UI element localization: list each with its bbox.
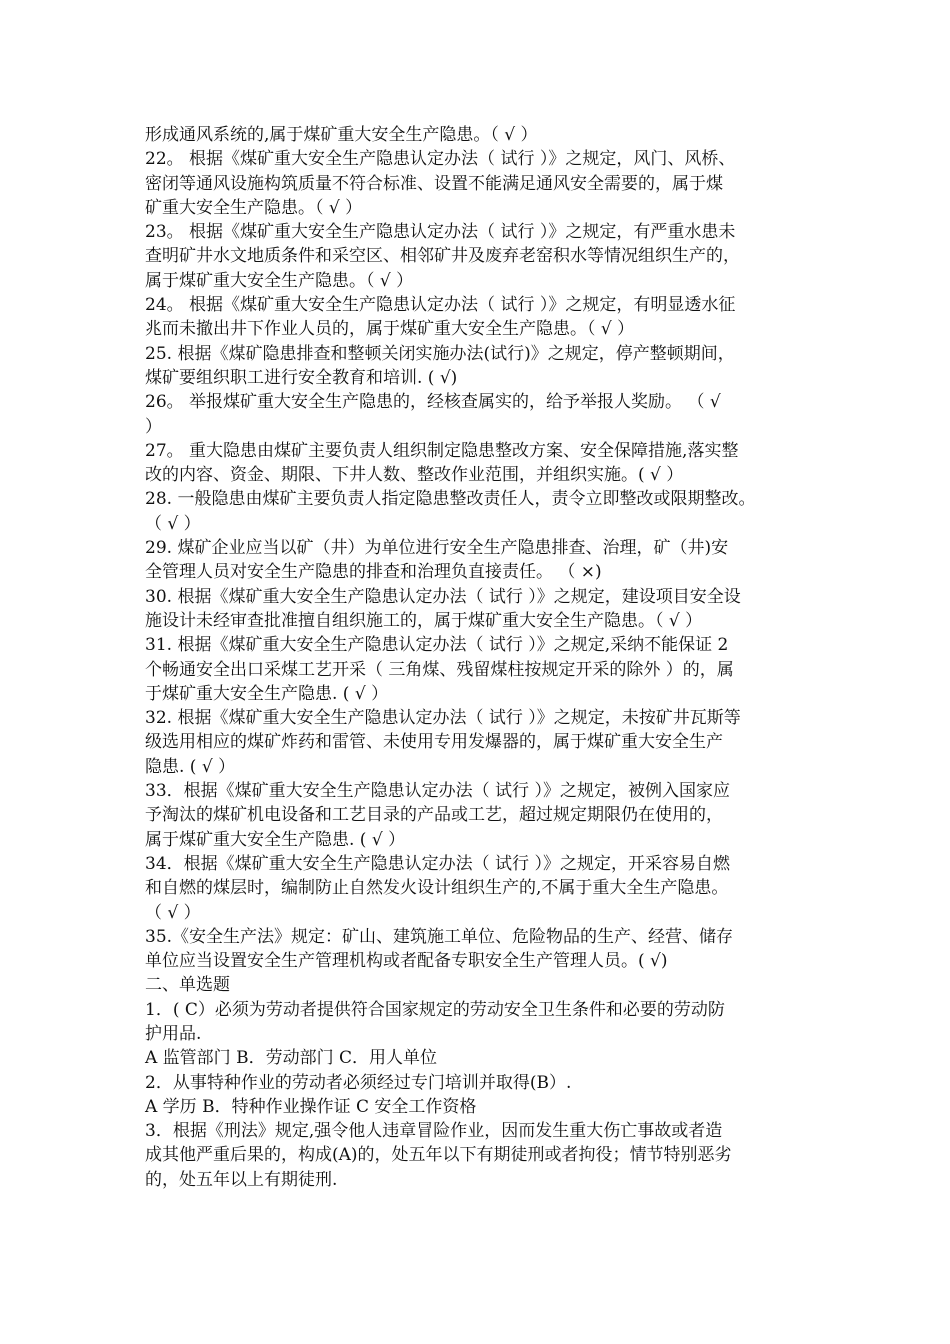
text-line: 兆而未撤出井下作业人员的，属于煤矿重大安全生产隐患。（ √ ） (145, 319, 635, 340)
text-line: ） (145, 416, 162, 437)
text-line: 33．根据《煤矿重大安全生产隐患认定办法（ 试行 ）》之规定，被例入国家应 (145, 781, 730, 802)
text-line: 2．从事特种作业的劳动者必须经过专门培训并取得(B）. (145, 1072, 572, 1093)
text-line: 个畅通安全出口采煤工艺开采（ 三角煤、残留煤柱按规定开采的除外 ）的，属 (145, 659, 734, 680)
text-line: 施设计未经审查批准擅自组织施工的，属于煤矿重大安全生产隐患。（ √ ） (145, 610, 703, 631)
text-line: 护用品. (145, 1023, 202, 1044)
text-line: 35.《安全生产法》规定：矿山、建筑施工单位、危险物品的生产、经营、储存 (145, 926, 734, 947)
document-body (145, 123, 825, 1192)
text-line: 3．根据《刑法》规定,强令他人违章冒险作业，因而发生重大伤亡事故或者造 (145, 1121, 723, 1142)
text-line: 级选用相应的煤矿炸药和雷管、未使用专用发爆器的，属于煤矿重大安全生产 (145, 732, 723, 753)
text-line: 于煤矿重大安全生产隐患. ( √ ） (145, 683, 389, 704)
text-line: （ √ ） (145, 902, 201, 923)
text-line: 成其他严重后果的，构成(A)的，处五年以下有期徒刑或者拘役；情节特别恶劣 (145, 1145, 732, 1166)
text-line: 全管理人员对安全生产隐患的排查和治理负直接责任。 （ ×) (145, 562, 602, 583)
text-line: 32. 根据《煤矿重大安全生产隐患认定办法（ 试行 ）》之规定，未按矿井瓦斯等 (145, 708, 741, 729)
text-line: 改的内容、资金、期限、下井人数、整改作业范围，并组织实施。( √ ） (145, 465, 684, 486)
text-line: 和自燃的煤层时，编制防止自然发火设计组织生产的,不属于重大全生产隐患。 (145, 878, 729, 899)
text-line: 30. 根据《煤矿重大安全生产隐患认定办法（ 试行 ）》之规定，建设项目安全设 (145, 586, 741, 607)
text-line: 查明矿井水文地质条件和采空区、相邻矿井及废弃老窑积水等情况组织生产的， (145, 246, 740, 267)
text-line: 29. 煤矿企业应当以矿（井）为单位进行安全生产隐患排查、治理，矿（井)安 (145, 538, 729, 559)
text-line: 24。 根据《煤矿重大安全生产隐患认定办法（ 试行 ）》之规定，有明显透水征 (145, 295, 736, 316)
text-line: 25. 根据《煤矿隐患排查和整顿关闭实施办法(试行)》之规定，停产整顿期间， (145, 343, 735, 364)
text-line: （ √ ） (145, 513, 201, 534)
text-line: 27。 重大隐患由煤矿主要负责人组织制定隐患整改方案、安全保障措施,落实整 (145, 440, 739, 461)
text-line: 31. 根据《煤矿重大安全生产隐患认定办法（ 试行 ）》之规定,采纳不能保证 2 (145, 635, 729, 656)
text-line: 26。 举报煤矿重大安全生产隐患的，经核查属实的，给予举报人奖励。 （ √ (145, 392, 721, 413)
text-line: 23。 根据《煤矿重大安全生产隐患认定办法（ 试行 ）》之规定，有严重水患未 (145, 222, 736, 243)
text-line: 的，处五年以上有期徒刑. (145, 1169, 338, 1190)
text-line: 28. 一般隐患由煤矿主要负责人指定隐患整改责任人，责令立即整改或限期整改。 (145, 489, 756, 510)
section-heading: 二、单选题 (145, 975, 230, 996)
text-line: 22。 根据《煤矿重大安全生产隐患认定办法（ 试行 ）》之规定，风门、风桥、 (145, 149, 736, 170)
text-line: 1．( C）必须为劳动者提供符合国家规定的劳动安全卫生条件和必要的劳动防 (145, 999, 725, 1020)
text-line: 形成通风系统的,属于煤矿重大安全生产隐患。（ √ ） (145, 125, 538, 145)
text-line: 34．根据《煤矿重大安全生产隐患认定办法（ 试行 ）》之规定，开采容易自燃 (145, 853, 730, 874)
text-line: 属于煤矿重大安全生产隐患。（ √ ） (145, 270, 414, 291)
text-line: 矿重大安全生产隐患。（ √ ） (145, 197, 363, 218)
text-line: 煤矿要组织职工进行安全教育和培训. ( √) (145, 367, 458, 388)
answer-options: A 监管部门 B．劳动部门 C．用人单位 (145, 1048, 437, 1069)
text-line: 予淘汰的煤矿机电设备和工艺目录的产品或工艺，超过规定期限仍在使用的， (145, 805, 723, 826)
text-line: 隐患. ( √ ） (145, 756, 236, 777)
text-line: 单位应当设置安全生产管理机构或者配备专职安全生产管理人员。( √) (145, 951, 668, 972)
answer-options: A 学历 B．特种作业操作证 C 安全工作资格 (145, 1096, 477, 1117)
text-line: 密闭等通风设施构筑质量不符合标准、设置不能满足通风安全需要的，属于煤 (145, 173, 723, 194)
text-line: 属于煤矿重大安全生产隐患. ( √ ） (145, 829, 406, 850)
